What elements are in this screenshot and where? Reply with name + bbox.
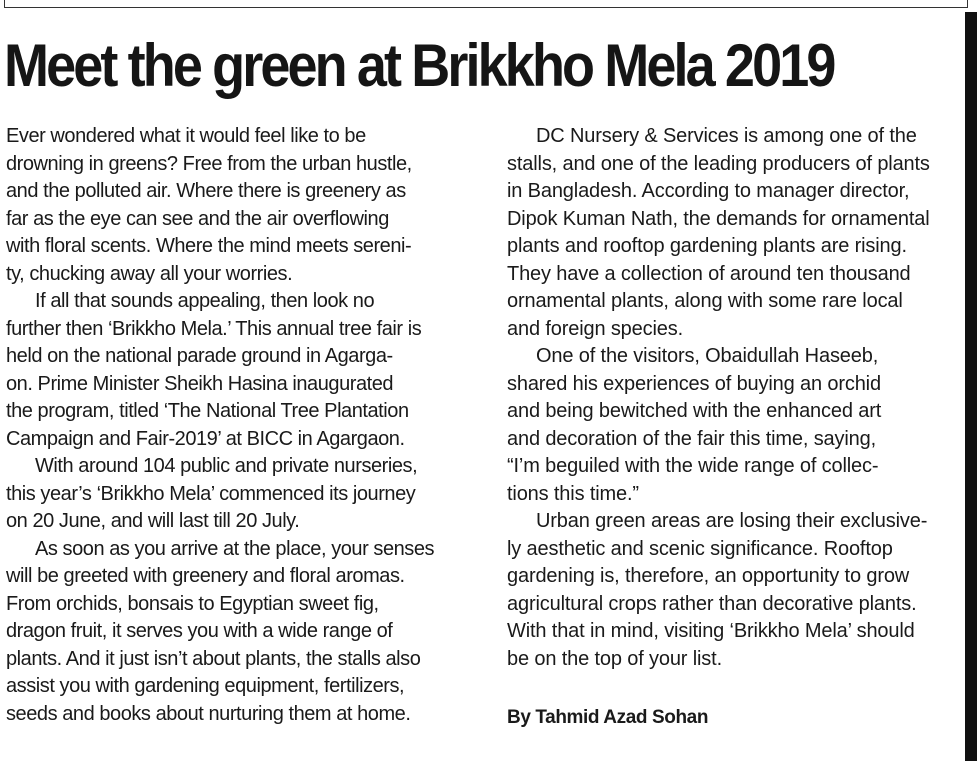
page-edge-bar [965, 12, 977, 761]
text-line: dragon fruit, it serves you with a wide range of [6, 620, 393, 642]
paragraph [507, 123, 965, 343]
text-line: and being bewitched with the enhanced art [507, 400, 882, 422]
text-line: and foreign species. [507, 317, 684, 340]
text-line: ly aesthetic and scenic significance. Rooftop [507, 537, 893, 560]
right-column [507, 123, 965, 673]
text-line: As soon as you arrive at the place, your senses [35, 537, 435, 560]
text-line: far as the eye can see and the air overflowing [6, 207, 389, 230]
paragraph [6, 453, 468, 536]
text-line: stalls, and one of the leading producers of plants [507, 152, 930, 175]
text-line: on. Prime Minister Sheikh Hasina inaugurated [6, 372, 394, 395]
text-line: They have a collection of around ten thousand [507, 262, 911, 285]
author-byline: By Tahmid Azad Sohan [507, 707, 709, 728]
text-line: Urban green areas are losing their exclusive- [536, 510, 928, 532]
text-line: the program, titled ‘The National Tree Plantation [6, 400, 409, 422]
paragraph [6, 123, 468, 288]
text-line: gardening is, therefore, an opportunity to grow [507, 565, 910, 587]
text-line: assist you with gardening equipment, fertilizers, [6, 675, 405, 697]
paragraph [6, 536, 468, 729]
article-headline: Meet the green at Brikkho Mela 2019 [4, 32, 834, 99]
text-line: drowning in greens? Free from the urban hustle, [6, 152, 412, 175]
text-line: seeds and books about nurturing them at home. [6, 702, 411, 725]
paragraph [507, 343, 965, 508]
text-line: further then ‘Brikkho Mela.’ This annual tree fair is [6, 317, 422, 340]
left-column [6, 123, 468, 728]
text-line: DC Nursery & Services is among one of the [536, 125, 917, 147]
text-line: From orchids, bonsais to Egyptian sweet fig, [6, 592, 379, 615]
text-line: One of the visitors, Obaidullah Haseeb, [536, 345, 879, 367]
text-line: shared his experiences of buying an orchid [507, 372, 881, 395]
text-line: agricultural crops rather than decorative plants. [507, 592, 917, 615]
top-border-rule [4, 0, 968, 8]
text-line: this year’s ‘Brikkho Mela’ commenced its journey [6, 482, 416, 505]
text-line: and the polluted air. Where there is greenery as [6, 180, 406, 202]
text-line: ornamental plants, along with some rare local [507, 290, 903, 312]
text-line: held on the national parade ground in Agarga- [6, 345, 393, 367]
text-line: ty, chucking away all your worries. [6, 262, 293, 285]
text-line: With that in mind, visiting ‘Brikkho Mela’ should [507, 620, 915, 642]
paragraph [6, 288, 468, 453]
text-line: With around 104 public and private nurseries, [35, 455, 418, 477]
text-line: If all that sounds appealing, then look no [35, 290, 375, 312]
text-line: with floral scents. Where the mind meets sereni- [6, 235, 412, 257]
text-line: “I’m beguiled with the wide range of collec- [507, 455, 879, 477]
text-line: Campaign and Fair-2019’ at BICC in Agargaon. [6, 427, 405, 450]
paragraph [507, 508, 965, 673]
text-line: and decoration of the fair this time, saying, [507, 427, 877, 450]
text-line: Ever wondered what it would feel like to be [6, 125, 366, 147]
text-line: will be greeted with greenery and floral aromas. [6, 565, 405, 587]
text-line: in Bangladesh. According to manager director, [507, 180, 910, 202]
text-line: plants and rooftop gardening plants are rising. [507, 235, 907, 257]
text-line: tions this time.” [507, 482, 639, 505]
text-line: plants. And it just isn’t about plants, the stalls also [6, 647, 421, 670]
text-line: on 20 June, and will last till 20 July. [6, 510, 300, 532]
text-line: be on the top of your list. [507, 647, 722, 670]
text-line: Dipok Kuman Nath, the demands for ornamental [507, 207, 930, 230]
